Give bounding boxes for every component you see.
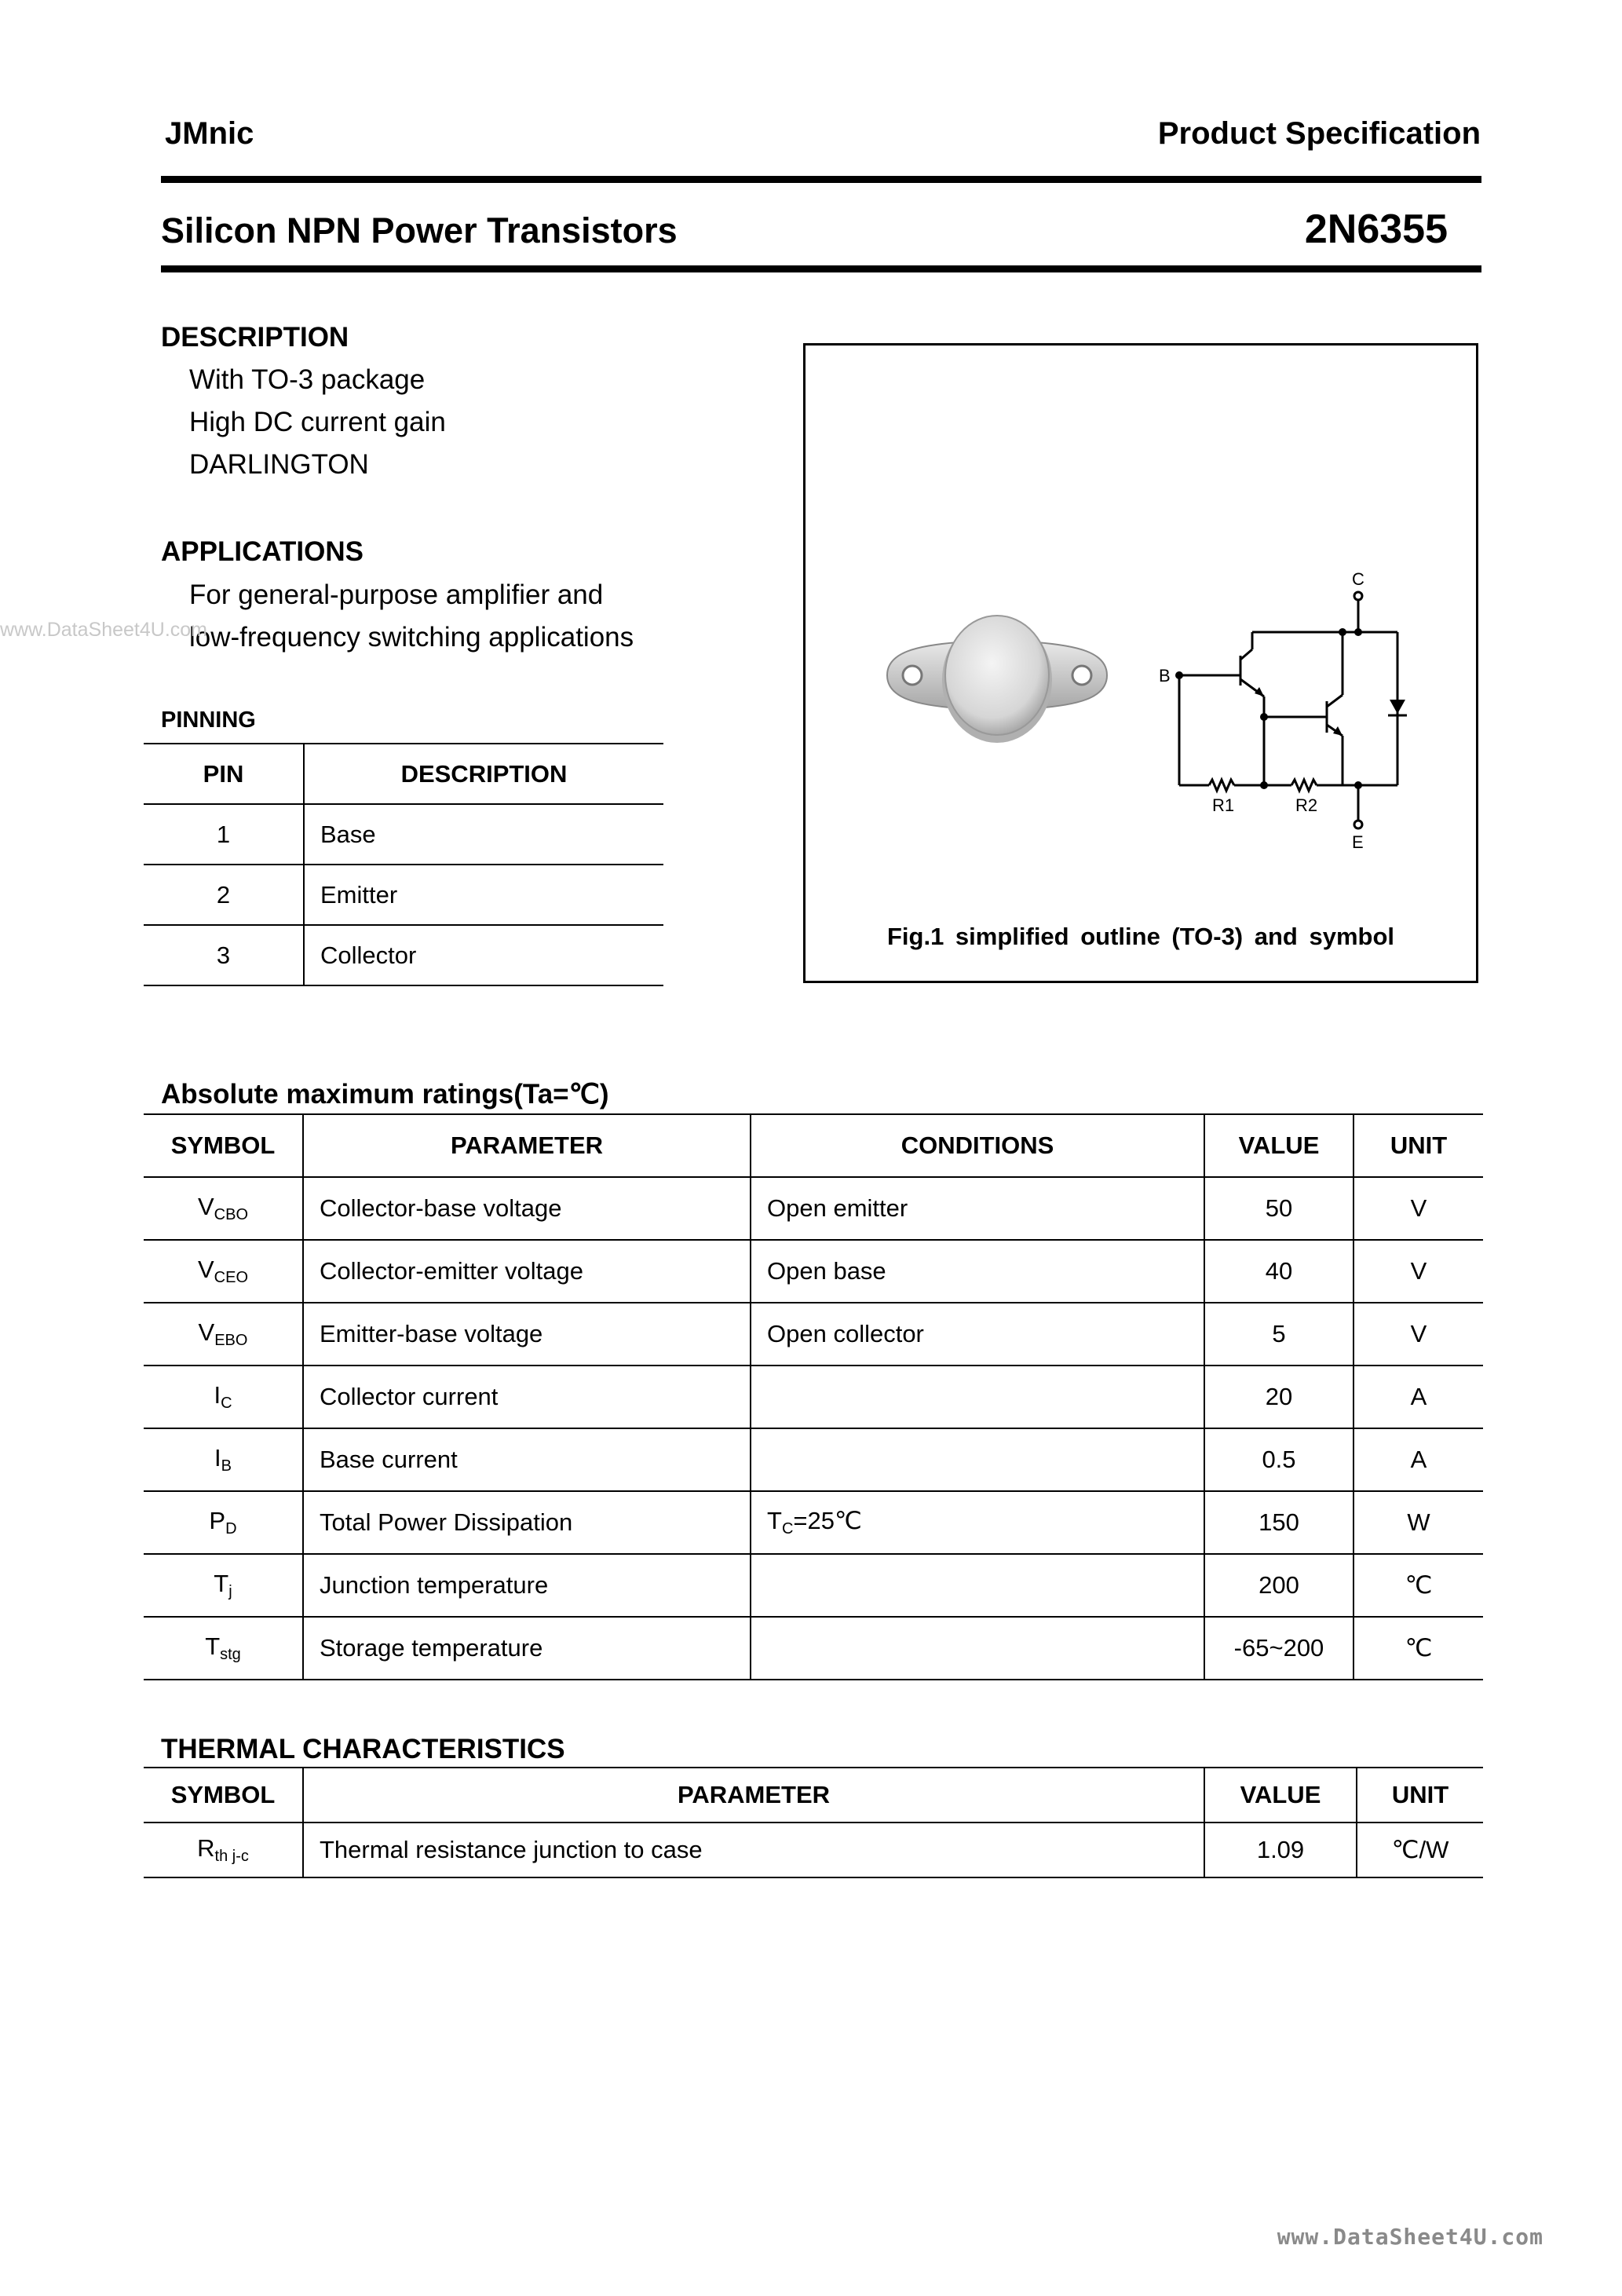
abs-max-table: [144, 1113, 1483, 1680]
symbol-cell: $I_B$: [144, 1428, 303, 1491]
column-header: PARAMETER: [303, 1768, 1204, 1823]
table-header-row: [144, 744, 663, 804]
pinning-heading: PINNING: [161, 707, 256, 733]
column-header: SYMBOL: [144, 1114, 303, 1177]
table-row: [144, 1366, 1483, 1428]
pin-description: Emitter: [304, 865, 663, 925]
base-label: B: [1159, 666, 1171, 686]
thermal-heading: THERMAL CHARACTERISTICS: [161, 1734, 565, 1764]
unit-cell: V: [1353, 1240, 1483, 1303]
part-number: 2N6355: [1304, 207, 1448, 252]
symbol-cell: $V_{EBO}$: [144, 1303, 303, 1366]
column-header: UNIT: [1357, 1768, 1483, 1823]
parameter-cell: Thermal resistance junction to case: [303, 1823, 1204, 1877]
table-row: [144, 865, 663, 925]
parameter-cell: Base current: [303, 1428, 751, 1491]
unit-cell: ℃/W: [1357, 1823, 1483, 1877]
unit-cell: V: [1353, 1303, 1483, 1366]
darlington-symbol-diagram: [1123, 561, 1421, 852]
applications-heading: APPLICATIONS: [161, 536, 363, 567]
r2-label: R2: [1295, 795, 1318, 815]
parameter-cell: Emitter-base voltage: [303, 1303, 751, 1366]
column-header: PARAMETER: [303, 1114, 751, 1177]
applications-line: For general-purpose amplifier and: [189, 579, 604, 610]
conditions-cell: Open emitter: [751, 1177, 1204, 1240]
table-row: [144, 1177, 1483, 1240]
conditions-cell: $T_C=25℃$: [751, 1491, 1204, 1554]
value-cell: 200: [1204, 1554, 1353, 1617]
parameter-cell: Junction temperature: [303, 1554, 751, 1617]
description-line: High DC current gain: [189, 407, 446, 437]
symbol-cell: $T_j$: [144, 1554, 303, 1617]
to3-package-image: [871, 597, 1123, 754]
table-row: [144, 804, 663, 865]
emitter-label: E: [1352, 832, 1364, 852]
column-header: SYMBOL: [144, 1768, 303, 1823]
table-header-row: [144, 1114, 1483, 1177]
applications-line: low-frequency switching applications: [189, 622, 634, 653]
value-cell: 150: [1204, 1491, 1353, 1554]
unit-cell: W: [1353, 1491, 1483, 1554]
value-cell: 0.5: [1204, 1428, 1353, 1491]
page-title: Silicon NPN Power Transistors: [161, 210, 678, 250]
value-cell: 20: [1204, 1366, 1353, 1428]
parameter-cell: Total Power Dissipation: [303, 1491, 751, 1554]
column-header: VALUE: [1204, 1768, 1357, 1823]
pin-description: Collector: [304, 925, 663, 985]
company-name: JMnic: [165, 116, 254, 151]
column-header: UNIT: [1353, 1114, 1483, 1177]
value-cell: 50: [1204, 1177, 1353, 1240]
watermark-text: www.DataSheet4U.com: [0, 619, 208, 641]
value-cell: -65~200: [1204, 1617, 1353, 1680]
unit-cell: V: [1353, 1177, 1483, 1240]
table-row: [144, 1617, 1483, 1680]
symbol-cell: $R_{th j-c}$: [144, 1823, 303, 1877]
figure-caption: Fig.1 simplified outline (TO-3) and symbol: [886, 923, 1395, 950]
title-rule: [161, 265, 1481, 272]
symbol-cell: $V_{CBO}$: [144, 1177, 303, 1240]
description-line: With TO-3 package: [189, 364, 426, 395]
value-cell: 40: [1204, 1240, 1353, 1303]
r1-label: R1: [1212, 795, 1235, 815]
pin-number: 2: [144, 865, 304, 925]
table-row: [144, 925, 663, 985]
unit-cell: ℃: [1353, 1617, 1483, 1680]
collector-label: C: [1352, 569, 1364, 589]
symbol-cell: $P_D$: [144, 1491, 303, 1554]
pinning-table: [144, 743, 663, 986]
pin-number: 3: [144, 925, 304, 985]
parameter-cell: Collector current: [303, 1366, 751, 1428]
column-header: VALUE: [1204, 1114, 1353, 1177]
table-row: [144, 1491, 1483, 1554]
thermal-table: [144, 1767, 1483, 1878]
unit-cell: A: [1353, 1428, 1483, 1491]
column-header: CONDITIONS: [751, 1114, 1204, 1177]
table-row: [144, 1823, 1483, 1877]
symbol-cell: $T_{stg}$: [144, 1617, 303, 1680]
symbol-cell: $V_{CEO}$: [144, 1240, 303, 1303]
header-rule: [161, 176, 1481, 183]
description-heading: DESCRIPTION: [161, 322, 349, 353]
symbol-cell: $I_C$: [144, 1366, 303, 1428]
column-header: PIN: [144, 744, 304, 804]
footer-watermark: www.DataSheet4U.com: [1277, 2224, 1543, 2250]
parameter-cell: Collector-emitter voltage: [303, 1240, 751, 1303]
table-row: [144, 1428, 1483, 1491]
table-row: [144, 1240, 1483, 1303]
abs-max-heading: Absolute maximum ratings(Ta=℃): [161, 1079, 609, 1110]
parameter-cell: Storage temperature: [303, 1617, 751, 1680]
table-row: [144, 1303, 1483, 1366]
table-header-row: [144, 1768, 1483, 1823]
unit-cell: ℃: [1353, 1554, 1483, 1617]
column-header: DESCRIPTION: [304, 744, 663, 804]
value-cell: 1.09: [1204, 1823, 1357, 1877]
conditions-cell: [751, 1366, 1204, 1428]
pin-number: 1: [144, 804, 304, 865]
description-line: DARLINGTON: [189, 449, 369, 480]
conditions-cell: [751, 1554, 1204, 1617]
unit-cell: A: [1353, 1366, 1483, 1428]
pin-description: Base: [304, 804, 663, 865]
document-type: Product Specification: [1157, 116, 1481, 151]
value-cell: 5: [1204, 1303, 1353, 1366]
conditions-cell: Open collector: [751, 1303, 1204, 1366]
parameter-cell: Collector-base voltage: [303, 1177, 751, 1240]
conditions-cell: [751, 1428, 1204, 1491]
conditions-cell: Open base: [751, 1240, 1204, 1303]
table-row: [144, 1554, 1483, 1617]
conditions-cell: [751, 1617, 1204, 1680]
